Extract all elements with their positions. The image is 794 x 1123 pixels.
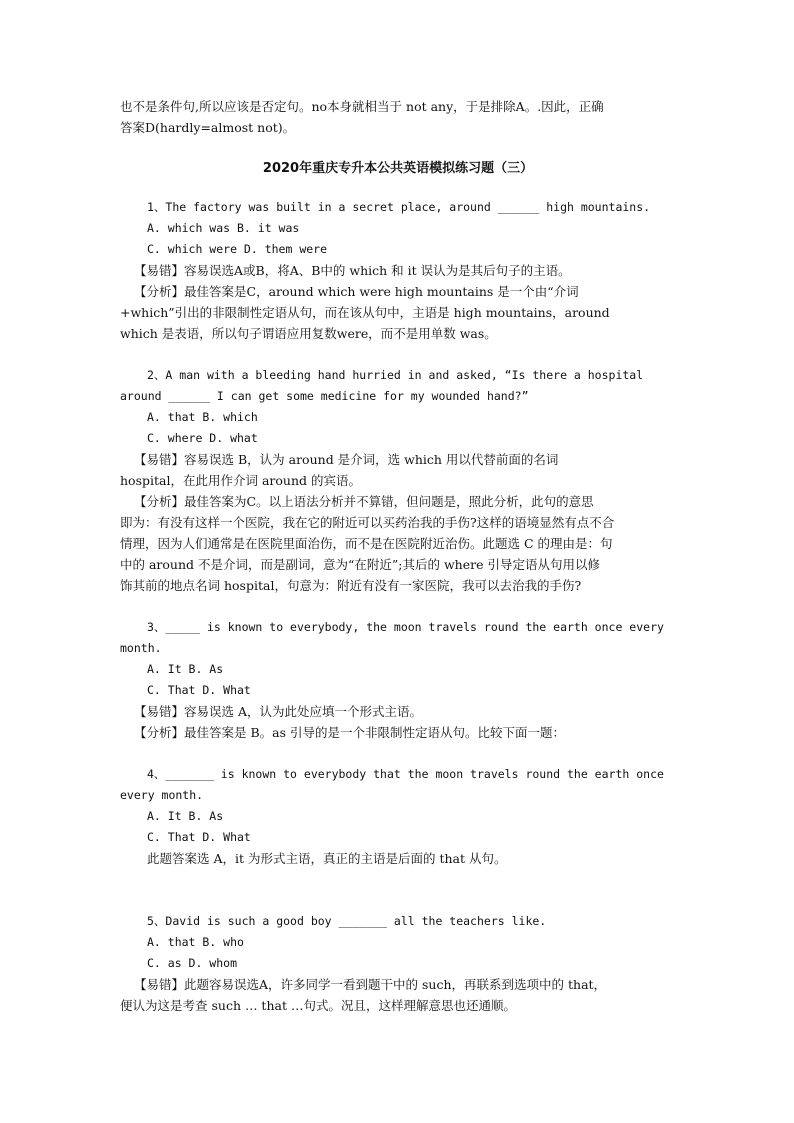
q2-option-cd: C. where D. what: [147, 431, 258, 445]
q5-option-ab: A. that B. who: [147, 935, 244, 949]
q4-stem-line-1: 4、_______ is known to everybody that the moon travels round the earth once: [147, 767, 664, 781]
q1-option-ab: A. which was B. it was: [147, 221, 300, 235]
q1-analysis-line-3: which 是表语，所以句子谓语应用复数were，而不是用单数 was。: [120, 326, 497, 341]
q5-error-line-1: 【易错】此题容易误选A，许多同学一看到题干中的 such，再联系到选项中的 that，: [134, 977, 607, 992]
spacer: [120, 596, 676, 617]
q2-analysis-line-4: 中的 around 不是介词，而是副词，意为“在附近”;其后的 where 引导定语从句用以修: [120, 557, 600, 572]
q2-analysis-line-5: 饰其前的地点名词 hospital，句意为：附近有没有一家医院，我可以去治我的手伤?: [120, 578, 582, 593]
q1-analysis-line-2: +which”引出的非限制性定语从句，而在该从句中，主语是 high mountains，around: [120, 305, 610, 320]
q2-analysis-line-2: 即为：有没有这样一个医院，我在它的附近可以买药治我的手伤?这样的语境显然有点不合: [120, 515, 615, 530]
spacer: [120, 743, 676, 764]
q4-stem-line-2: every month.: [120, 788, 204, 802]
q1-stem: 1、The factory was built in a secret place, around ______ high mountains.: [147, 200, 651, 214]
spacer: [120, 869, 676, 911]
intro-line-2: 答案D(hardly=almost not)。: [120, 120, 296, 135]
q5-option-cd: C. as D. whom: [147, 956, 238, 970]
spacer: [120, 344, 676, 365]
q2-stem-line-1: 2、A man with a bleeding hand hurried in and asked, “Is there a hospital: [147, 368, 644, 382]
q3-stem-line-1: 3、_____ is known to everybody, the moon travels round the earth once every: [147, 620, 664, 634]
q3-stem-line-2: month.: [120, 641, 162, 655]
q5-stem: 5、David is such a good boy _______ all the teachers like.: [147, 914, 547, 928]
q1-error: 【易错】容易误选A或B，将A、B中的 which 和 it 误认为是其后句子的主语。: [134, 263, 571, 278]
q2-stem-line-2: around ______ I can get some medicine for my wounded hand?”: [120, 389, 529, 403]
q1-analysis-line-1: 【分析】最佳答案是C，around which were high mountains 是一个由“介词: [134, 284, 579, 299]
q1-option-cd: C. which were D. them were: [147, 242, 328, 256]
q5-error-line-2: 便认为这是考查 such … that …句式。况且，这样理解意思也还通顺。: [120, 998, 516, 1013]
q2-option-ab: A. that B. which: [147, 410, 258, 424]
q4-note: 此题答案选 A，it 为形式主语，真正的主语是后面的 that 从句。: [147, 851, 507, 866]
q3-error: 【易错】容易误选 A，认为此处应填一个形式主语。: [134, 704, 423, 719]
q4-option-ab: A. It B. As: [147, 809, 224, 823]
q3-option-ab: A. It B. As: [147, 662, 224, 676]
q2-analysis-line-1: 【分析】最佳答案为C。以上语法分析并不算错，但问题是，照此分析，此句的意思: [134, 494, 594, 509]
q3-option-cd: C. That D. What: [147, 683, 251, 697]
q3-analysis: 【分析】最佳答案是 B。as 引导的是一个非限制性定语从句。比较下面一题：: [134, 725, 566, 740]
q2-error-line-2: hospital，在此用作介词 around 的宾语。: [120, 473, 361, 488]
q2-error-line-1: 【易错】容易误选 B，认为 around 是介词，选 which 用以代替前面的名词: [134, 452, 559, 467]
q4-option-cd: C. That D. What: [147, 830, 251, 844]
page-title: 2020年重庆专升本公共英语模拟练习题（三）: [262, 161, 534, 176]
document-page: [120, 96, 676, 1016]
q2-analysis-line-3: 情理，因为人们通常是在医院里面治伤，而不是在医院附近治伤。此题选 C 的理由是：句: [120, 536, 613, 551]
intro-line-1: 也不是条件句,所以应该是否定句。no本身就相当于 not any，于是排除A。.因此，正确: [120, 99, 604, 114]
